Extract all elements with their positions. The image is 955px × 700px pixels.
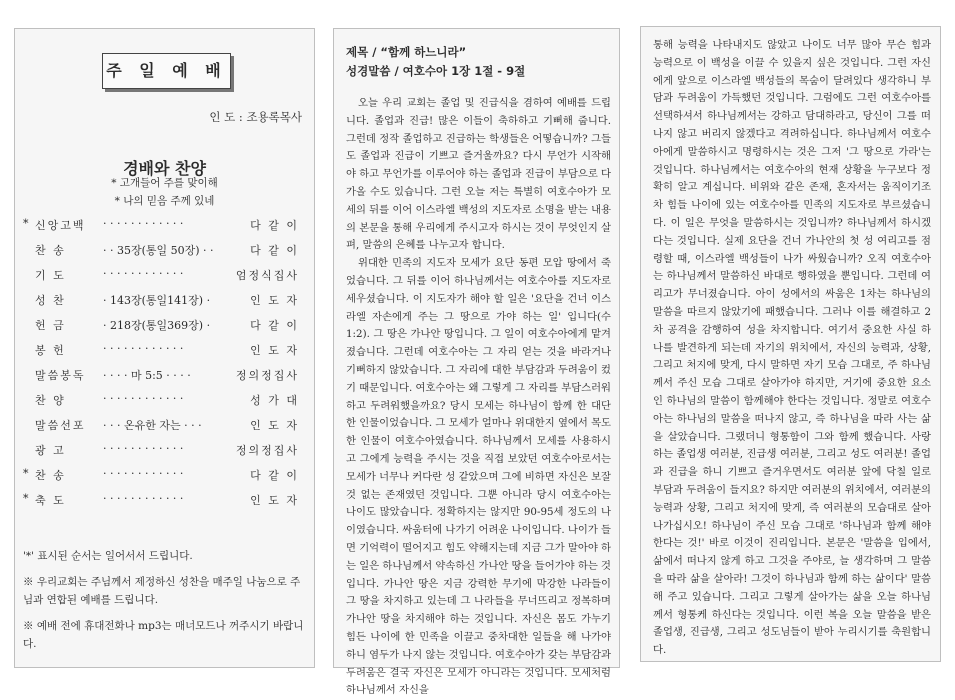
sermon-paragraph: 통해 능력을 나타내지도 않았고 나이도 너무 많아 무슨 힘과 능력으로 이 백성을 이끌 수 있을지 싶은 것입니다. 그런 자신에게 앞으로 이스라엘 백성들의 목숨이 달려있다 생각하니 부담과 두려움이 가득했던 것입니다. 그럼에도 그런 여호수아를 선택하셔서 하나님께서는 강하고 담대하라고, 당신이 그를 떠나지 않고 버리지 않겠다고 격려하십니다. 하나님께서 여호수아에게 말씀하시고 명령하시는 것은 그저 '그 땅으로 가라'는 것입니다. 하나님께서는 여호수아의 현재 상황을 누구보다 정확히 알고 계십니다. 비위와 같은 존재, 혼자서는 움직이기조차 힘들 나이에 있는 여호수아를 민족의 지도자로 부르셨습니다. 이 일은 무엇을 말씀하시는 것입니까? 하나님께서 하시겠다는 것입니다. 실제 요단을 건너 가나안의 첫 성 여리고를 점령할 때, 이스라엘 백성들이 나가 싸웠습니까? 오직 여호수아는 하나님께서 말씀하신 바대로 행하였을 뿐입니다. 그런데 여리고가 무너졌습니다. 아이 성에서의 싸움은 1차는 하나님의 말씀을 따르지 않았기에 패했습니다. 그러나 이를 해결하고 2차 공격을 감행하여 성을 차지합니다. 여기서 중요한 사실 하나를 발견하게 되는데 자기의 위치에서, 자신의 능력과, 상황, 그리고 처지에 맞게, 다시 말하면 자기 모습 그대로, 주 하나님께서 주신 모습 그대로 살아가야 하지만, 거기에 중요한 요소인 하나님의 말씀이 함께해야 한다는 것입니다. 정말로 여호수아는 하나님의 말씀을 떠나지 않고, 즉 하나님을 따라 사는 삶을 살았습니다. 그랬더니 형통함이 그와 함께 했습니다. 사랑하는 졸업생 여러분, 진급생 여러분, 그리고 성도 여러분! 졸업과 진급을 하니 기쁘고 즐거우면서도 여러분 앞에 닥칠 일로 부담과 두려움이 들지요? 하지만 여러분의 위치에서, 여러분의 능력과 상황, 그리고 처지에 맞게, 즉 여러분의 모습대로 살아나가십시오! 하나님이 주신 모습 그대로 '하나님과 함께 해야 한다는 것!' 바로 이것이 진리입니다. 본문은 '말씀을 입에서, 삶에서 떠나지 않게 하고 그것을 주야로, 늘 생각하며 그 말씀을 따라 삶을 살아라! 그것이 하나님과 함께 하는 삶이다' 말씀해 주고 있습니다. 그리고 그렇게 살아가는 삶을 오늘 하나님께서 형통케 하신다는 것입니다. 이런 복을 오늘 말씀을 받은 졸업생, 진급생, 그리고 성도님들이 받아 누리시기를 축원합니다. [653,39,931,657]
order-person: 인 도 자 [250,294,299,307]
order-row [23,242,303,260]
standing-mark: * [23,217,29,230]
order-item: 찬 송 [35,469,66,482]
order-detail: · · · · 마 5:5 · · · · [103,369,191,382]
order-person: 다 같 이 [250,469,299,482]
order-row [23,367,303,385]
order-item: 신앙고백 [35,219,86,232]
order-item: 봉 헌 [35,344,66,357]
order-row [23,267,303,285]
order-person: 인 도 자 [250,344,299,357]
order-detail: · · · 온유한 자는 · · · [103,419,202,432]
order-row [23,292,303,310]
praise-section-title: 경배와 찬양 [123,159,206,178]
order-item: 성 찬 [35,294,66,307]
order-detail: · · · · · · · · · · · · [103,492,184,505]
order-person: 인 도 자 [250,494,299,507]
order-detail: · · · · · · · · · · · · [103,467,184,480]
order-person: 성 가 대 [250,394,299,407]
order-item: 기 도 [35,269,66,282]
order-detail: · · · · · · · · · · · · [103,342,184,355]
worship-title: 주 일 예 배 [102,53,231,89]
order-detail: · · · · · · · · · · · · [103,217,184,230]
order-item: 찬 양 [35,394,66,407]
sermon-body [346,95,611,700]
order-item: 광 고 [35,444,66,457]
order-row [23,417,303,435]
order-person: 다 같 이 [250,219,299,232]
order-detail: · · · · · · · · · · · · [103,267,184,280]
note-communion: ※ 우리교회는 주님께서 제정하신 성찬을 매주일 나눔으로 주님과 연합된 예배를 드립니다. [23,576,301,606]
order-row [23,442,303,460]
order-item: 축 도 [35,494,66,507]
order-detail: · 218장(통일369장) · [103,319,211,332]
order-person: 정의정집사 [235,369,299,382]
order-row [23,467,303,485]
sermon-scripture: 성경말씀 / 여호수아 1장 1절 - 9절 [346,64,526,78]
note-phones: ※ 예배 전에 휴대전화나 mp3는 매너모드나 꺼주시기 바랍니다. [23,620,304,650]
order-item: 찬 송 [35,244,66,257]
order-row [23,492,303,510]
sermon-paragraph: 위대한 민족의 지도자 모세가 요단 동편 모압 땅에서 죽었습니다. 그 뒤를 이어 하나님께서는 여호수아를 지도자로 세우셨습니다. 이 지도자가 해야 할 일은 '요단을 건너 이스라엘 자손에게 주는 그 땅으로 가야 하는 일' 입니다(수1:2). 그 땅은 가나안 땅입니다. 그 일이 여호수아에게 맡겨졌습니다. 그런데 여호수아는 그 자리 얻는 것을 바라거나 기뻐하지 않았습니다. 그 자리에 대한 부담감과 두려움이 컸기 때문입니다. 여호수아는 왜 그렇게 그 자리를 부담스러워 하고 두려워했을까요? 당시 모세는 하나님이 함께 한 대단한 인물이었습니다. 그 모세가 얼마나 위대한지 옆에서 목도한 인물이 여호수아였습니다. 하나님께서 모세를 사용하시고 그에게 능력을 주시는 것을 직접 보았던 여호수아로서는 모세가 너무나 커다란 성 같았으며 그에 비하면 자신은 보잘 것 없는 존재였던 것입니다. 그뿐 아니라 당시 여호수아는 나이도 많았습니다. 정확하지는 않지만 90-95세 정도의 나이였습니다. 싸움터에 나가기 어려운 나이입니다. 나이가 들면 기억력이 떨어지고 힘도 약해지는데 지금 그가 말아야 하는 일은 하나님께서 약속하신 가나안 땅을 들어가야 하는 것입니다. 가나안 땅은 지금 강력한 무기에 막강한 나라들이 그 땅을 차지하고 있는데 그 나라들을 무너뜨리고 정복하며 가나안 땅을 차지해야 하는 것입니다. 자신은 몸도 가누기 힘든 나이에 한 민족을 이끌고 중차대한 일들을 해 나가야 하니 염두가 나지 않는 것입니다. 여호수아가 갖는 부담감과 두려움은 결국 자신은 모세가 아니라는 것입니다. 모세처럼 하나님께서 자신을 [346,257,611,697]
order-detail: · · · · · · · · · · · · [103,392,184,405]
order-detail: · · 35장(통일 50장) · · [103,244,214,257]
sermon-continuation [653,37,931,660]
order-detail: · 143장(통일141장) · [103,294,211,307]
order-row [23,342,303,360]
sermon-panel [333,28,620,697]
worship-notes [23,547,308,661]
order-person: 인 도 자 [250,419,299,432]
order-person: 정의정집사 [235,444,299,457]
sermon-continuation-panel [640,26,941,662]
order-row [23,317,303,335]
order-person: 다 같 이 [250,319,299,332]
order-person: 다 같 이 [250,244,299,257]
worship-leader: 인 도 : 조용록목사 [209,110,302,124]
order-row [23,392,303,410]
sermon-paragraph: 오늘 우리 교회는 졸업 및 진급식을 겸하여 예배를 드립니다. 졸업과 진급! 많은 이들이 축하하고 기뻐해 줍니다. 그런데 정작 졸업하고 진급하는 학생들은 어떻습니까? 그들도 졸업과 진급이 기쁘고 즐거울까요? 다시 무언가 시작해야 하고 무언가를 이루어야 하는 졸업과 진급이 부담으로 다가올 수도 있습니다. 그런 오늘 저는 특별히 여호수아가 모세의 뒤를 이어 이스라엘 백성의 지도자로 소명을 받는 내용의 본문을 통해 우리에게 주시고자 하시는 것이 무엇인지 살펴, 말씀의 은혜를 나누고자 합니다. [346,97,611,252]
standing-mark: * [23,492,29,505]
order-item: 말씀봉독 [35,369,86,382]
praise-song: * 고개들어 주를 맞이해 [111,177,218,189]
sermon-heading [346,43,525,81]
order-item: 헌 금 [35,319,66,332]
order-row [23,217,303,235]
sermon-title: 제목 / “함께 하느니라” [346,45,467,59]
order-person: 엄정식집사 [235,269,299,282]
order-item: 말씀선포 [35,419,86,432]
order-detail: · · · · · · · · · · · · [103,442,184,455]
praise-song: * 나의 믿음 주께 있네 [114,195,215,207]
note-standing: '*' 표시된 순서는 일어서서 드립니다. [23,550,193,562]
worship-order-panel [14,28,315,668]
standing-mark: * [23,467,29,480]
